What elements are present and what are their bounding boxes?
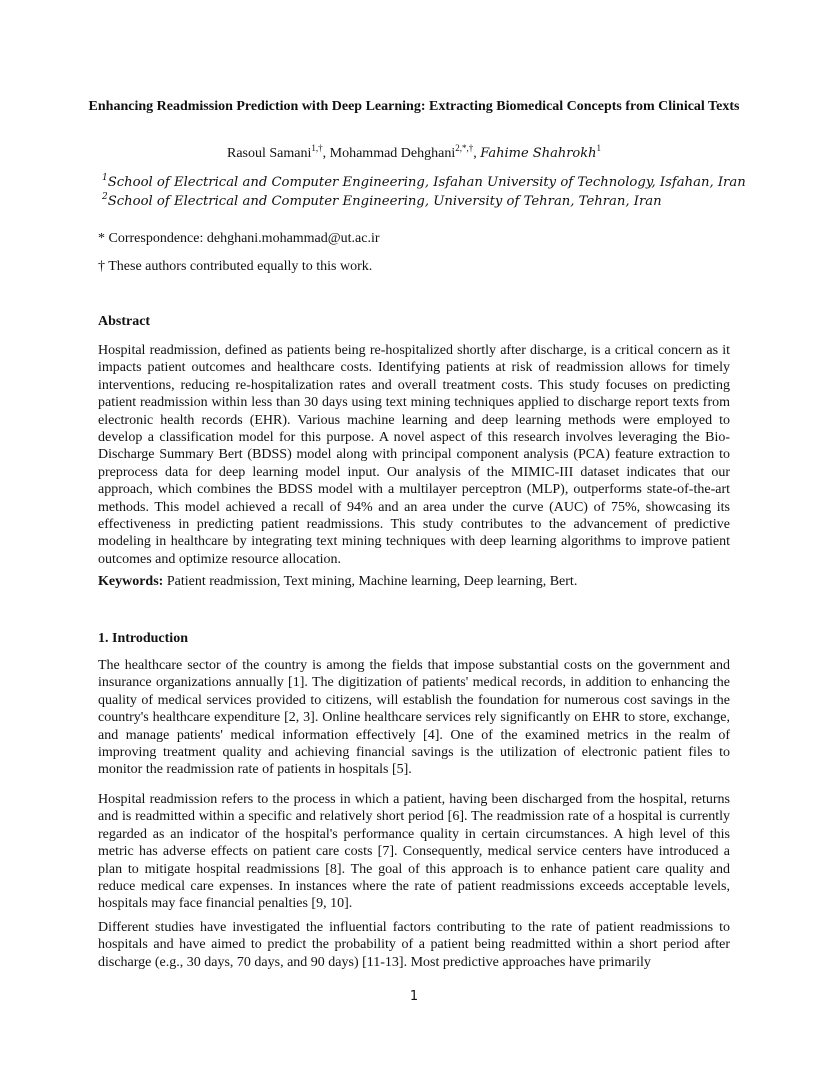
keywords-label: Keywords:	[98, 574, 164, 589]
correspondence-note: * Correspondence: dehghani.mohammad@ut.ac.ir	[98, 231, 380, 246]
paragraph: The healthcare sector of the country is among the fields that impose substantial costs on the government and insurance organizations annually [1]. The digitization of patients' medical records, in addition to enhancing the quality of medical services provided to citizens, will establish the foundation for numerous cost savings in the country's healthcare expenditure [2, 3]. Online healthcare services rely significantly on EHR to store, exchange, and manage patients' medical information effectively [4]. One of the examined metrics in the realm of improving treatment quality and achieving financial savings is the utilization of electronic patient files to monitor the readmission rate of patients in hospitals [5].	[98, 658, 730, 778]
paragraph: Different studies have investigated the influential factors contributing to the rate of patient readmissions to hospitals and have aimed to predict the probability of a patient being readmitted within a short period after discharge (e.g., 30 days, 70 days, and 90 days) [11-13]. Most predictive approaches have primarily	[98, 920, 730, 970]
keywords-text: Patient readmission, Text mining, Machine learning, Deep learning, Bert.	[166, 574, 578, 589]
author-affiliation-mark: 2,*,†	[455, 143, 474, 153]
affiliation-mark: 2	[102, 192, 108, 202]
paper-title: Enhancing Readmission Prediction with Deep Learning: Extracting Biomedical Concepts from Clinical Texts	[88, 99, 740, 114]
keywords-line	[98, 573, 577, 591]
author-affiliation-mark: 1	[596, 143, 601, 153]
paragraph: Hospital readmission refers to the process in which a patient, having been discharged from the hospital, returns and is readmitted within a specific and relatively short period [6]. The readmission rate of a hospital is currently regarded as an indicator of the hospital's performance quality in certain circumstances. A high level of this metric has adverse effects on patient care costs [7]. Consequently, medical service centers have introduced a plan to mitigate hospital readmissions [8]. The goal of this approach is to enhance patient care quality and reduce medical care expenses. In instances where the rate of patient readmissions exceeds acceptable levels, hospitals may face financial penalties [9, 10].	[98, 792, 730, 912]
author-affiliation-mark: 1,†	[311, 143, 323, 153]
abstract-heading: Abstract	[98, 314, 151, 329]
affiliation-mark: 1	[102, 173, 108, 183]
equal-contribution-note: † These authors contributed equally to this work.	[98, 259, 373, 274]
affiliation-text: School of Electrical and Computer Engineering, University of Tehran, Tehran, Iran	[107, 194, 662, 209]
author-name: Rasoul Samani	[227, 146, 312, 161]
author-name: Fahime Shahrokh	[480, 146, 597, 161]
affiliation-text: School of Electrical and Computer Engineering, Isfahan University of Technology, Isfahan, Iran	[107, 175, 746, 190]
page-number: 1	[409, 989, 419, 1004]
section-heading-introduction: 1. Introduction	[98, 631, 188, 646]
author-list: Rasoul Samani$^{1,\dagger}$, Mohammad Dehghani$^{2,*,\dagger}$, Fahime Shahrokh$^1$	[227, 143, 601, 161]
affiliation	[102, 193, 662, 211]
affiliation	[102, 174, 746, 192]
author-name: Mohammad Dehghani	[329, 146, 456, 161]
abstract-text: Hospital readmission, defined as patients being re-hospitalized shortly after discharge, is a critical concern as it impacts patient outcomes and healthcare costs. Identifying patients at risk of readmission allows for timely interventions, reducing re-hospitalization rates and overall treatment costs. This study focuses on predicting patient readmission within less than 30 days using text mining techniques applied to discharge report texts from electronic health records (EHR). Various machine learning and deep learning methods were employed to develop a classification model for this purpose. A novel aspect of this research involves leveraging the Bio-Discharge Summary Bert (BDSS) model along with principal component analysis (PCA) feature extraction to preprocess data for deep learning model input. Our analysis of the MIMIC-III dataset indicates that our approach, which combines the BDSS model with a multilayer perceptron (MLP), outperforms state-of-the-art methods. This model achieved a recall of 94% and an area under the curve (AUC) of 75%, showcasing its effectiveness in predicting patient readmissions. This study contributes to the advancement of predictive modeling in healthcare by integrating text mining techniques with deep learning algorithms to improve patient outcomes and optimize resource allocation.	[98, 343, 730, 567]
